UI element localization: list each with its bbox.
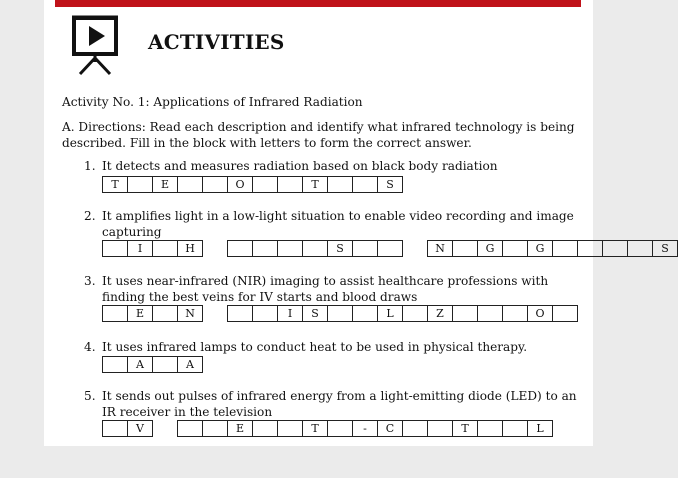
answer-cell[interactable]: V [127, 420, 153, 437]
cell-gap [403, 240, 427, 255]
answer-cell[interactable] [477, 420, 502, 437]
answer-cell[interactable] [102, 240, 127, 257]
answer-cell[interactable] [252, 176, 277, 193]
answer-cell[interactable]: - [352, 420, 377, 437]
answer-cell[interactable]: E [227, 420, 252, 437]
answer-row-3 [102, 305, 578, 321]
answer-cell[interactable] [102, 305, 127, 322]
answer-cell[interactable]: T [302, 176, 327, 193]
presentation-board-icon [70, 14, 120, 76]
cell-gap [203, 240, 227, 255]
item-description: It amplifies light in a low-light situation to enable video recording and image [102, 209, 574, 223]
cell-gap [203, 305, 227, 320]
answer-cell[interactable] [102, 420, 127, 437]
item-description: It uses near-infrared (NIR) imaging to assist healthcare professions with [102, 274, 549, 288]
answer-cell[interactable] [202, 420, 227, 437]
answer-cell[interactable]: S [327, 240, 352, 257]
item-number: 1. [84, 159, 96, 173]
answer-cell[interactable] [427, 420, 452, 437]
answer-cell[interactable]: I [127, 240, 152, 257]
answer-cell[interactable]: L [377, 305, 402, 322]
answer-cell[interactable] [277, 240, 302, 257]
answer-cell[interactable] [577, 240, 602, 257]
answer-cell[interactable]: T [452, 420, 477, 437]
answer-cell[interactable] [477, 305, 502, 322]
answer-cell[interactable]: E [127, 305, 152, 322]
answer-cell[interactable] [102, 356, 127, 373]
item-description: capturing [102, 225, 162, 239]
answer-cell[interactable] [177, 420, 202, 437]
answer-cell[interactable] [452, 240, 477, 257]
answer-cell[interactable] [327, 176, 352, 193]
answer-cell[interactable] [302, 240, 327, 257]
answer-cell[interactable]: S [377, 176, 403, 193]
answer-cell[interactable] [627, 240, 652, 257]
answer-cell[interactable]: S [302, 305, 327, 322]
answer-row-4 [102, 356, 203, 372]
answer-cell[interactable]: L [527, 420, 553, 437]
answer-cell[interactable]: T [102, 176, 127, 193]
answer-cell[interactable] [377, 240, 403, 257]
item-description: It uses infrared lamps to conduct heat to be used in physical therapy. [102, 340, 528, 354]
answer-cell[interactable] [502, 240, 527, 257]
answer-cell[interactable]: S [652, 240, 678, 257]
answer-cell[interactable]: I [277, 305, 302, 322]
answer-cell[interactable]: O [527, 305, 552, 322]
activity-title: Activity No. 1: Applications of Infrared Radiation [62, 95, 363, 109]
answer-cell[interactable]: Z [427, 305, 452, 322]
answer-cell[interactable] [352, 176, 377, 193]
item-number: 4. [84, 340, 96, 354]
answer-cell[interactable] [277, 420, 302, 437]
answer-cell[interactable] [552, 305, 578, 322]
answer-cell[interactable]: G [527, 240, 552, 257]
item-description: It detects and measures radiation based on black body radiation [102, 159, 498, 173]
answer-cell[interactable] [352, 305, 377, 322]
cell-gap [153, 420, 177, 435]
answer-cell[interactable] [227, 305, 252, 322]
answer-cell[interactable]: T [302, 420, 327, 437]
answer-cell[interactable]: H [177, 240, 203, 257]
answer-cell[interactable]: A [177, 356, 203, 373]
answer-cell[interactable] [402, 305, 427, 322]
item-description: It sends out pulses of infrared energy from a light-emitting diode (LED) to an [102, 389, 577, 403]
answer-cell[interactable] [127, 176, 152, 193]
answer-cell[interactable]: O [227, 176, 252, 193]
answer-cell[interactable] [602, 240, 627, 257]
answer-cell[interactable] [352, 240, 377, 257]
answer-row-5 [102, 420, 553, 436]
answer-cell[interactable]: N [427, 240, 452, 257]
answer-row-2 [102, 240, 678, 256]
answer-cell[interactable]: G [477, 240, 502, 257]
answer-cell[interactable] [327, 305, 352, 322]
answer-cell[interactable] [252, 420, 277, 437]
item-number: 3. [84, 274, 96, 288]
answer-cell[interactable]: N [177, 305, 203, 322]
answer-cell[interactable]: C [377, 420, 402, 437]
answer-row-1 [102, 176, 403, 192]
answer-cell[interactable] [227, 240, 252, 257]
answer-cell[interactable] [402, 420, 427, 437]
answer-cell[interactable] [202, 176, 227, 193]
answer-cell[interactable] [152, 356, 177, 373]
page-title: ACTIVITIES [148, 30, 285, 54]
answer-cell[interactable] [177, 176, 202, 193]
item-number: 2. [84, 209, 96, 223]
accent-bar [55, 0, 581, 7]
answer-cell[interactable]: E [152, 176, 177, 193]
answer-cell[interactable] [327, 420, 352, 437]
item-description: finding the best veins for IV starts and blood draws [102, 290, 418, 304]
answer-cell[interactable] [452, 305, 477, 322]
answer-cell[interactable] [502, 420, 527, 437]
answer-cell[interactable] [152, 240, 177, 257]
directions-line-2: described. Fill in the block with letters to form the correct answer. [62, 136, 472, 150]
answer-cell[interactable] [152, 305, 177, 322]
directions-line-1: A. Directions: Read each description and identify what infrared technology is being [62, 120, 575, 134]
answer-cell[interactable] [277, 176, 302, 193]
answer-cell[interactable] [502, 305, 527, 322]
answer-cell[interactable] [252, 240, 277, 257]
answer-cell[interactable] [552, 240, 577, 257]
item-number: 5. [84, 389, 96, 403]
answer-cell[interactable] [252, 305, 277, 322]
answer-cell[interactable]: A [127, 356, 152, 373]
item-description: IR receiver in the television [102, 405, 273, 419]
